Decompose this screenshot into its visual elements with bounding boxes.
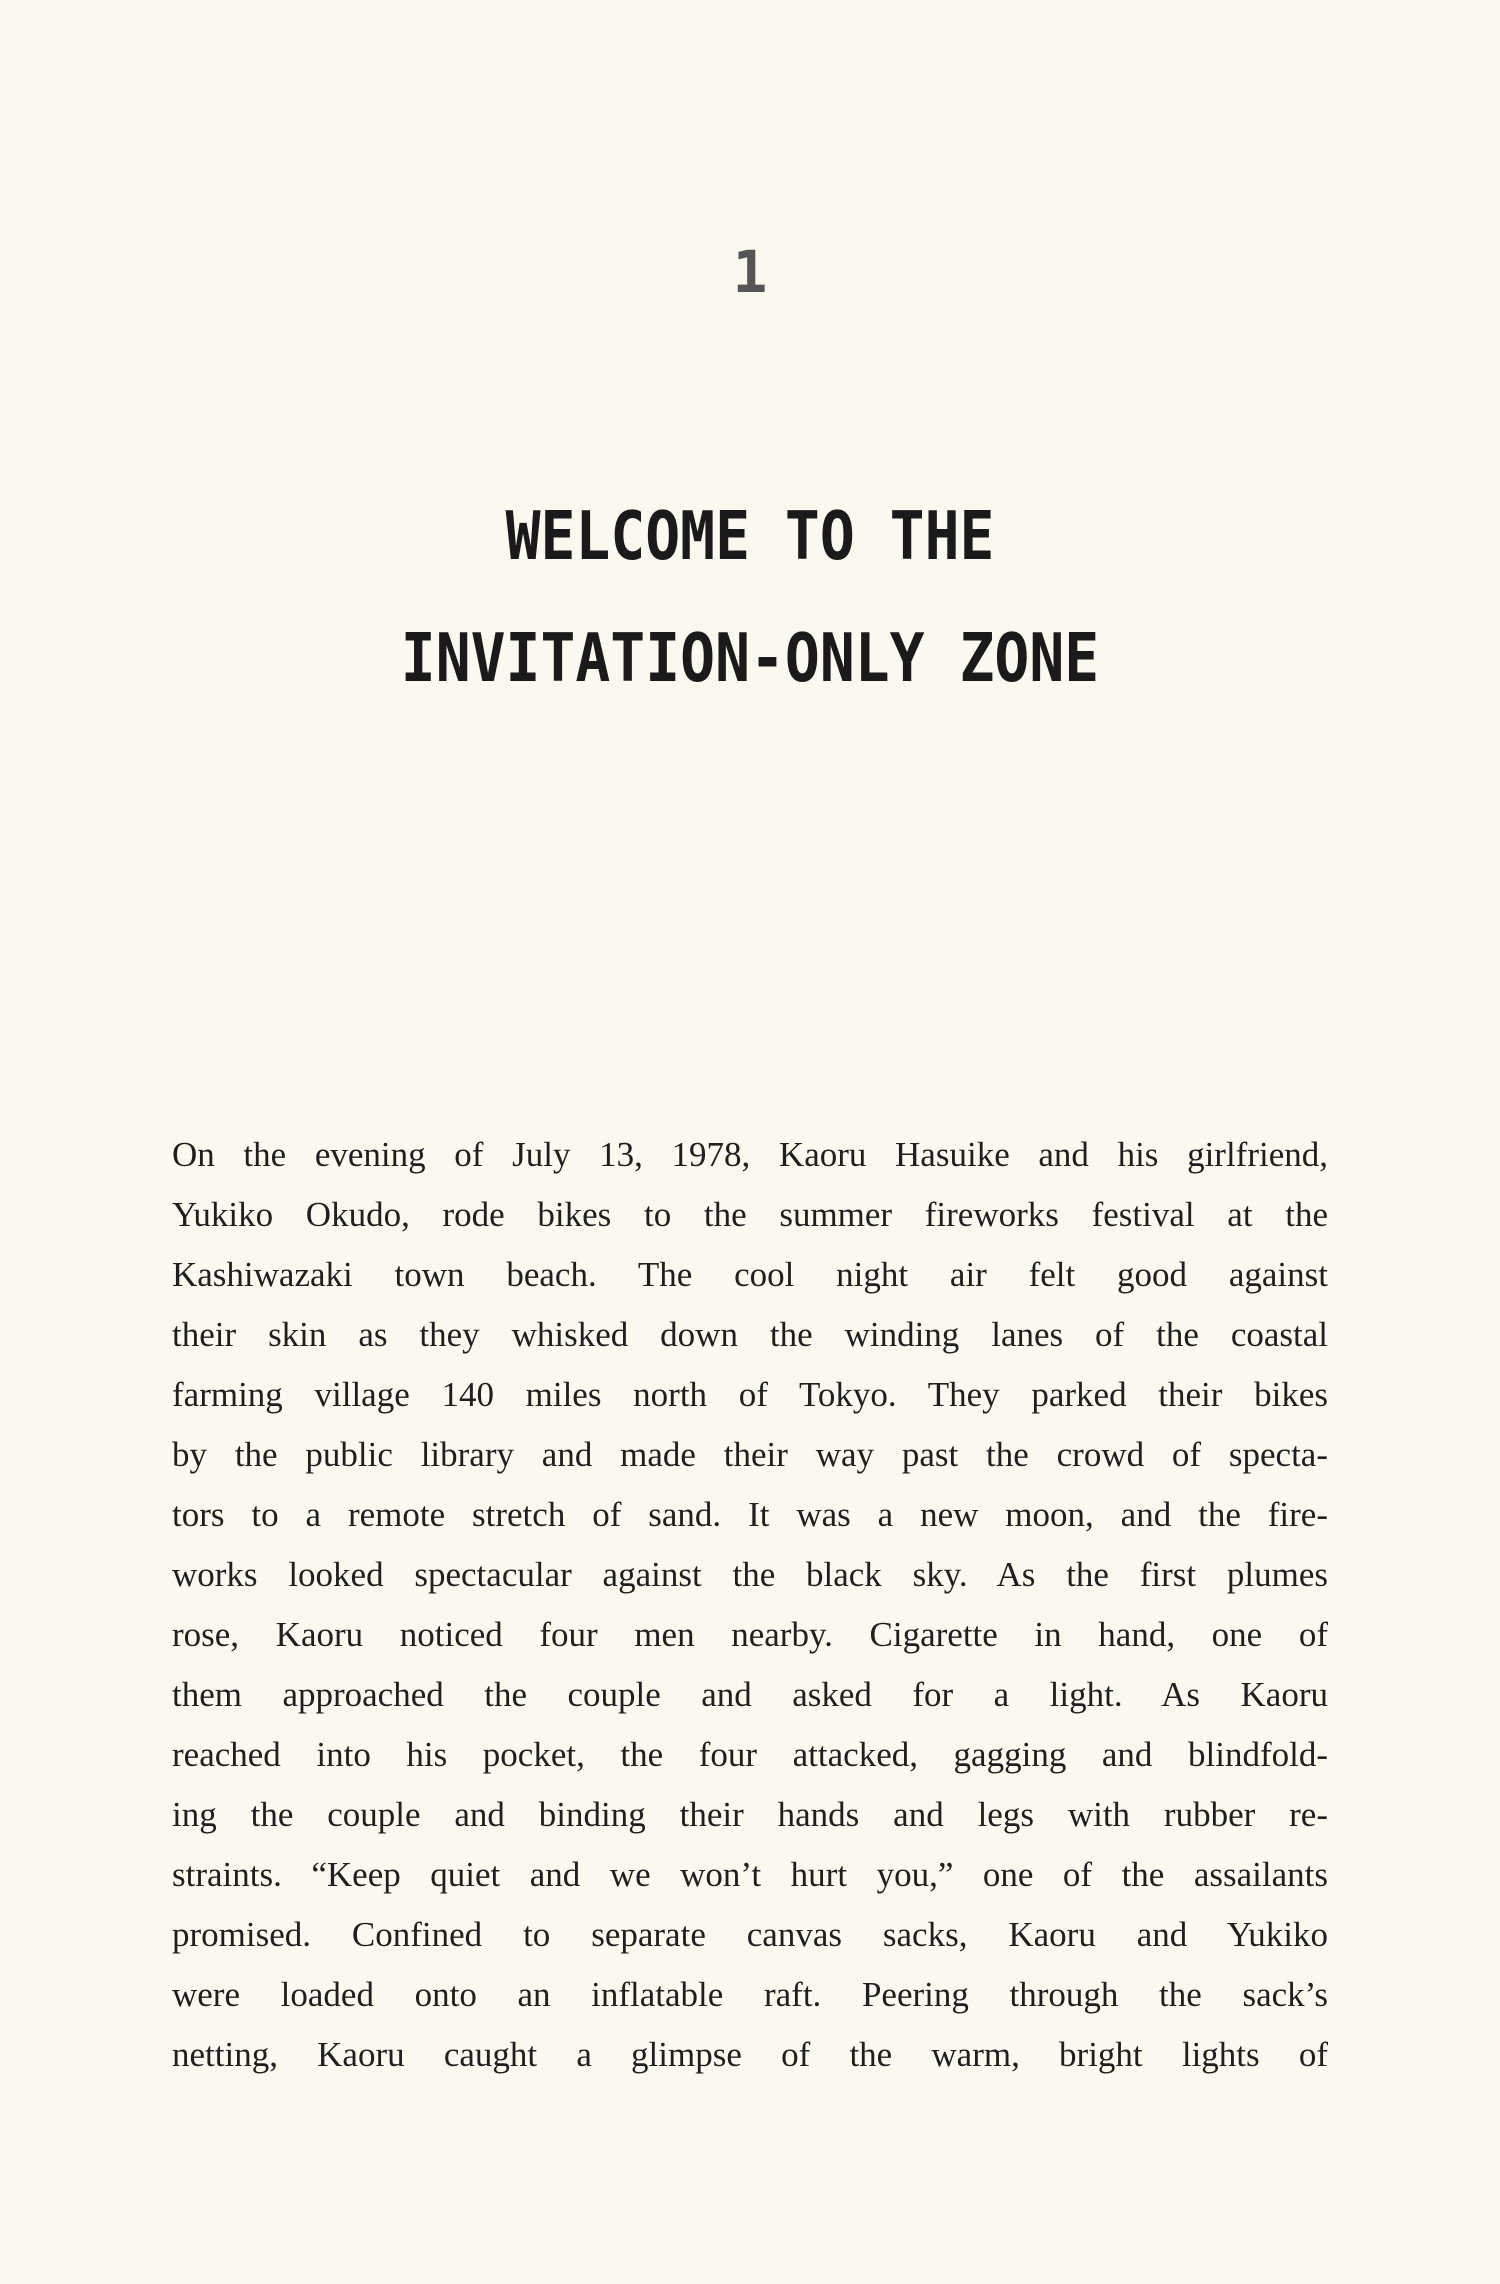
body-line: Kashiwazaki town beach. The cool night air felt good against <box>172 1255 1328 1294</box>
body-line: by the public library and made their way past the crowd of specta- <box>172 1435 1328 1474</box>
chapter-title-line-2: INVITATION-ONLY ZONE <box>400 618 1100 698</box>
chapter-number: 1 <box>732 238 768 306</box>
body-line: Yukiko Okudo, rode bikes to the summer fireworks festival at the <box>172 1195 1328 1234</box>
body-line: tors to a remote stretch of sand. It was a new moon, and the fire- <box>172 1495 1328 1534</box>
body-line: straints. “Keep quiet and we won’t hurt you,” one of the assailants <box>172 1855 1328 1894</box>
body-line: rose, Kaoru noticed four men nearby. Cigarette in hand, one of <box>172 1615 1328 1654</box>
body-line: On the evening of July 13, 1978, Kaoru Hasuike and his girlfriend, <box>172 1135 1328 1174</box>
chapter-title-line-1: WELCOME TO THE <box>505 496 995 576</box>
body-line: promised. Confined to separate canvas sacks, Kaoru and Yukiko <box>172 1915 1328 1954</box>
body-line: were loaded onto an inflatable raft. Peering through the sack’s <box>172 1975 1328 2014</box>
body-line: their skin as they whisked down the winding lanes of the coastal <box>172 1315 1328 1354</box>
body-line: reached into his pocket, the four attacked, gagging and blindfold- <box>172 1735 1328 1774</box>
body-line: them approached the couple and asked for a light. As Kaoru <box>172 1675 1328 1714</box>
body-text <box>172 1125 1328 2085</box>
body-line: farming village 140 miles north of Tokyo. They parked their bikes <box>172 1375 1328 1414</box>
body-line: works looked spectacular against the black sky. As the first plumes <box>172 1555 1328 1594</box>
body-line: netting, Kaoru caught a glimpse of the warm, bright lights of <box>172 2035 1328 2074</box>
body-line: ing the couple and binding their hands and legs with rubber re- <box>172 1795 1328 1834</box>
